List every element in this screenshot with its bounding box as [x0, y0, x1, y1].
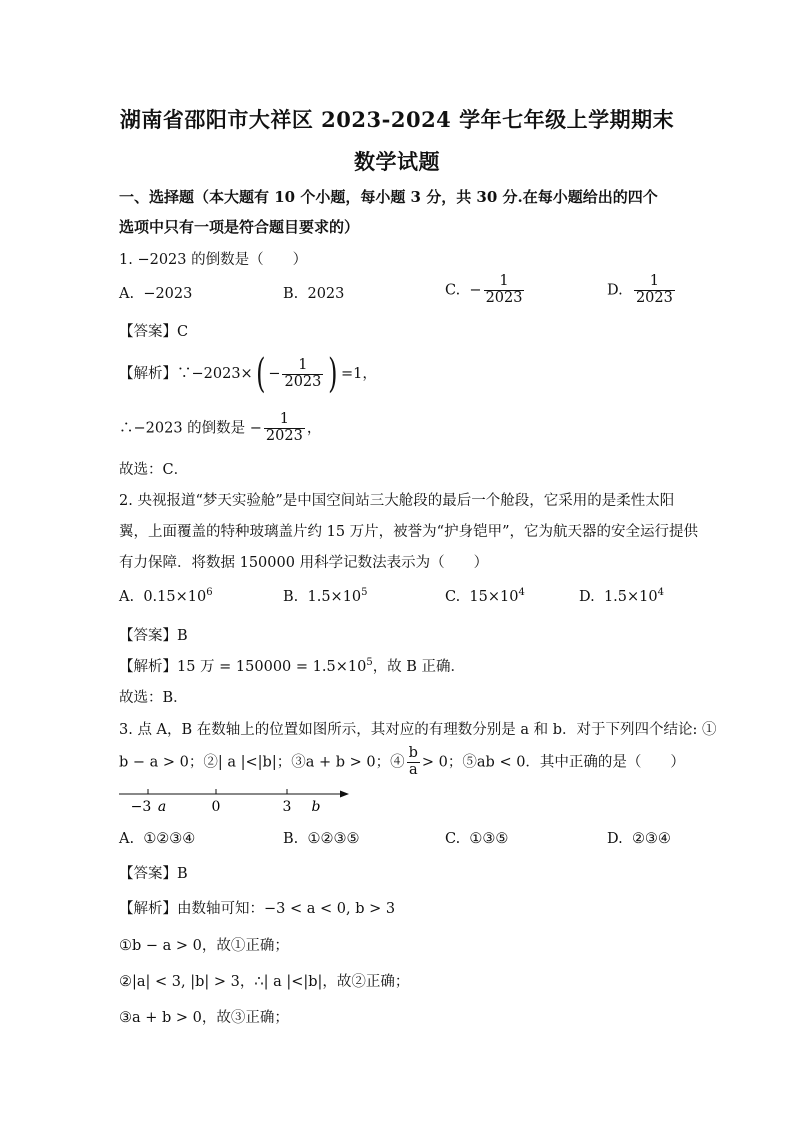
- q1-analysis: 【解析】∵−2023×( − $\frac{1}{2023}$ ) =1，: [119, 351, 377, 397]
- label-a: a: [157, 799, 167, 815]
- q3-option-b: B. ①②③⑤: [283, 831, 360, 847]
- q3-option-a: A. ①②③④: [119, 831, 196, 847]
- fraction: $\frac{1}{2023}$: [284, 356, 322, 390]
- q2-stem-1: 2. 央视报道“梦天实验舱”是中国空间站三大舱段的最后一个舱段，它采用的是柔性太阳: [119, 493, 675, 509]
- q2-option-a: A. $0.15\times 10^6$: [119, 587, 213, 605]
- fraction: $\frac{b}{a}$: [408, 745, 418, 778]
- q2-answer: 【答案】B: [119, 628, 188, 644]
- q3-analysis-4: ③a + b > 0，故③正确；: [119, 1010, 289, 1026]
- page-subtitle: 数学试题: [354, 149, 440, 174]
- section-heading: 一、选择题（本大题有 10 个小题，每小题 3 分，共 30 分.在每小题给出的四个: [119, 188, 658, 206]
- q1-analysis-2: ∴−2023 的倒数是 − $\frac{1}{2023}$ ，: [119, 411, 322, 444]
- q2-stem-3: 有力保障．将数据 150000 用科学记数法表示为（ ）: [119, 555, 489, 571]
- q1-option-d: D. $\frac{1}{2023}$: [607, 273, 673, 306]
- q2-analysis: 【解析】15 万 = $150000 = 1.5\times 10^5$，故 B 正确．: [119, 657, 466, 675]
- section-heading-cont: 选项中只有一项是符合题目要求的）: [119, 218, 360, 236]
- q3-stem-2: b − a > 0；②| a |<|b|；③a + b > 0；④ $\frac{b}{a}$ > 0；⑤ab < 0．其中正确的是（ ）: [119, 745, 685, 778]
- number-line-figure: [119, 786, 359, 816]
- q3-analysis-3: ②|a| < 3, |b| > 3，∴| a |<|b|，故②正确；: [119, 974, 410, 990]
- q3-option-c: C. ①③⑤: [445, 831, 509, 847]
- q1-option-a: A. −2023: [119, 286, 193, 302]
- page-title: 湖南省邵阳市大祥区 2023-2024 学年七年级上学期期末: [119, 107, 675, 132]
- q2-stem-2: 翼，上面覆盖的特种玻璃盖片约 15 万片，被誉为“护身铠甲”，它为航天器的安全运行提供: [119, 524, 698, 540]
- q3-option-d: D. ②③④: [607, 831, 671, 847]
- q2-option-d: D. $1.5\times 10^4$: [579, 587, 664, 605]
- q2-option-c: C. $15\times 10^4$: [445, 587, 525, 605]
- q3-analysis-2: ①b − a > 0，故①正确；: [119, 938, 289, 954]
- q3-answer: 【答案】B: [119, 866, 188, 882]
- q3-analysis-1: 【解析】由数轴可知：−3 < a < 0, b > 3: [119, 901, 396, 917]
- fraction: $\frac{1}{2023}$: [635, 273, 673, 306]
- q1-choose: 故选：C．: [119, 462, 189, 478]
- number-line-arrow: [340, 791, 349, 798]
- label-minus-3: −3: [130, 799, 152, 815]
- label-b: b: [311, 799, 321, 815]
- q1-option-b: B. 2023: [283, 286, 345, 302]
- fraction: $\frac{1}{2023}$: [265, 411, 303, 444]
- q3-stem-1: 3. 点 A，B 在数轴上的位置如图所示，其对应的有理数分别是 a 和 b．对于下列四个结论: ①: [119, 722, 717, 738]
- q1-option-c: C. − $\frac{1}{2023}$: [445, 273, 523, 306]
- label-0: 0: [211, 799, 221, 815]
- q2-choose: 故选：B．: [119, 690, 188, 706]
- fraction: $\frac{1}{2023}$: [485, 273, 523, 306]
- q2-option-b: B. $1.5\times 10^5$: [283, 587, 368, 605]
- q1-answer: 【答案】C: [119, 324, 189, 340]
- label-3: 3: [282, 799, 292, 815]
- q1-stem: 1. −2023 的倒数是（ ）: [119, 252, 308, 268]
